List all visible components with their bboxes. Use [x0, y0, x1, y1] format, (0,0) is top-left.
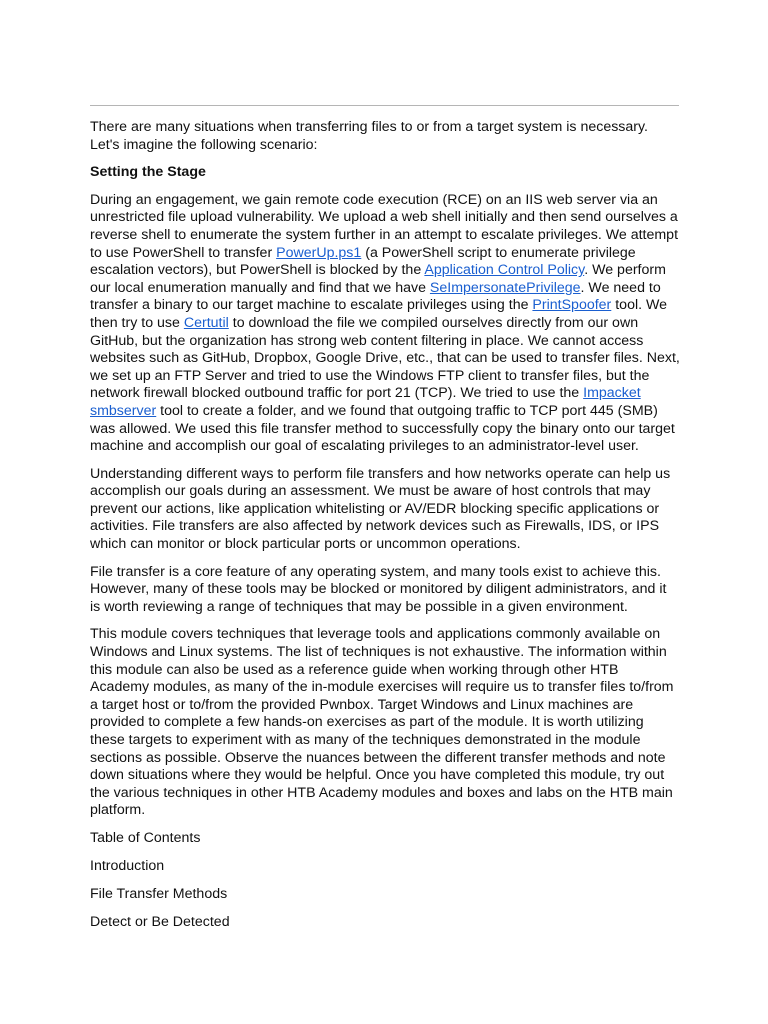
- intro-paragraph: There are many situations when transferring files to or from a target system is necessary. Let's imagine the following scenario:: [90, 119, 649, 153]
- impacket-smbserver-link[interactable]: Impacket smbserver: [90, 385, 641, 419]
- article-body: [90, 119, 680, 942]
- horizontal-divider: [90, 105, 679, 106]
- powerup-link[interactable]: PowerUp.ps1: [276, 244, 362, 261]
- application-control-policy-link[interactable]: Application Control Policy: [424, 262, 585, 279]
- section-heading: Setting the Stage: [90, 164, 206, 181]
- module-paragraph: This module covers techniques that leverage tools and applications commonly available on Windows and Linux systems. The list of techniques is not exhaustive. The information within this module can also be used as a reference guide when working through other HTB Academy modules, as many of the in-module exercises will require us to transfer files to/from a target host or to/from the provided Pwnbox. Target Windows and Linux machines are provided to complete a few hands-on exercises as part of the module. It is worth utilizing these targets to experiment with as many of the techniques demonstrated in the module sections as possible. Observe the nuances between the different transfer methods and note down situations where they would be helpful. Once you have completed this module, try out the various techniques in other HTB Academy modules and boxes and labs on the HTB main platform.: [90, 626, 674, 819]
- printspoofer-link[interactable]: PrintSpoofer: [532, 297, 612, 314]
- toc-item-introduction: Introduction: [90, 858, 165, 875]
- understanding-paragraph: Understanding different ways to perform file transfers and how networks operate can help us accomplish our goals during an assessment. We must be aware of host controls that may prevent our actions, like application whitelisting or AV/EDR blocking specific applications or activities. File transfers are also affected by network devices such as Firewalls, IDS, or IPS which can monitor or block particular ports or uncommon operations.: [90, 465, 671, 553]
- table-of-contents: [90, 830, 680, 932]
- scenario-paragraph: During an engagement, we gain remote code execution (RCE) on an IIS web server via an unrestricted file upload vulnerability. We upload a web shell initially and then send ourselves a reverse shell to enumerate the system further in an attempt to escalate privileges. We attempt to use PowerShell to transfer PowerUp.ps1 (a PowerShell script to enumerate privilege escalation vectors), but PowerShell is blocked by the Application Control Policy. We perform our local enumeration manually and find that we have SeImpersonatePrivilege. We need to transfer a binary to our target machine to escalate privileges using the PrintSpoofer tool. We then try to use Certutil to download the file we compiled ourselves directly from our own GitHub, but the organization has strong web content filtering in place. We cannot access websites such as GitHub, Dropbox, Google Drive, etc., that can be used to transfer files. Next, we set up an FTP Server and tried to use the Windows FTP client to transfer files, but the network firewall blocked outbound traffic for port 21 (TCP). We tried to use the Impacket smbserver tool to create a folder, and we found that outgoing traffic to TCP port 445 (SMB) was allowed. We used this file transfer method to successfully copy the binary onto our target machine and accomplish our goal of escalating privileges to an administrator-level user.: [90, 191, 680, 455]
- core-feature-paragraph: File transfer is a core feature of any operating system, and many tools exist to achieve this. However, many of these tools may be blocked or monitored by diligent administrators, and it is worth reviewing a range of techniques that may be possible in a given environment.: [90, 563, 667, 615]
- toc-item-file-transfer-methods: File Transfer Methods: [90, 886, 228, 903]
- seimpersonateprivilege-link[interactable]: SeImpersonatePrivilege: [429, 279, 581, 296]
- toc-title: Table of Contents: [90, 829, 201, 846]
- certutil-link[interactable]: Certutil: [183, 314, 229, 331]
- toc-item-detect-or-be-detected: Detect or Be Detected: [90, 914, 230, 931]
